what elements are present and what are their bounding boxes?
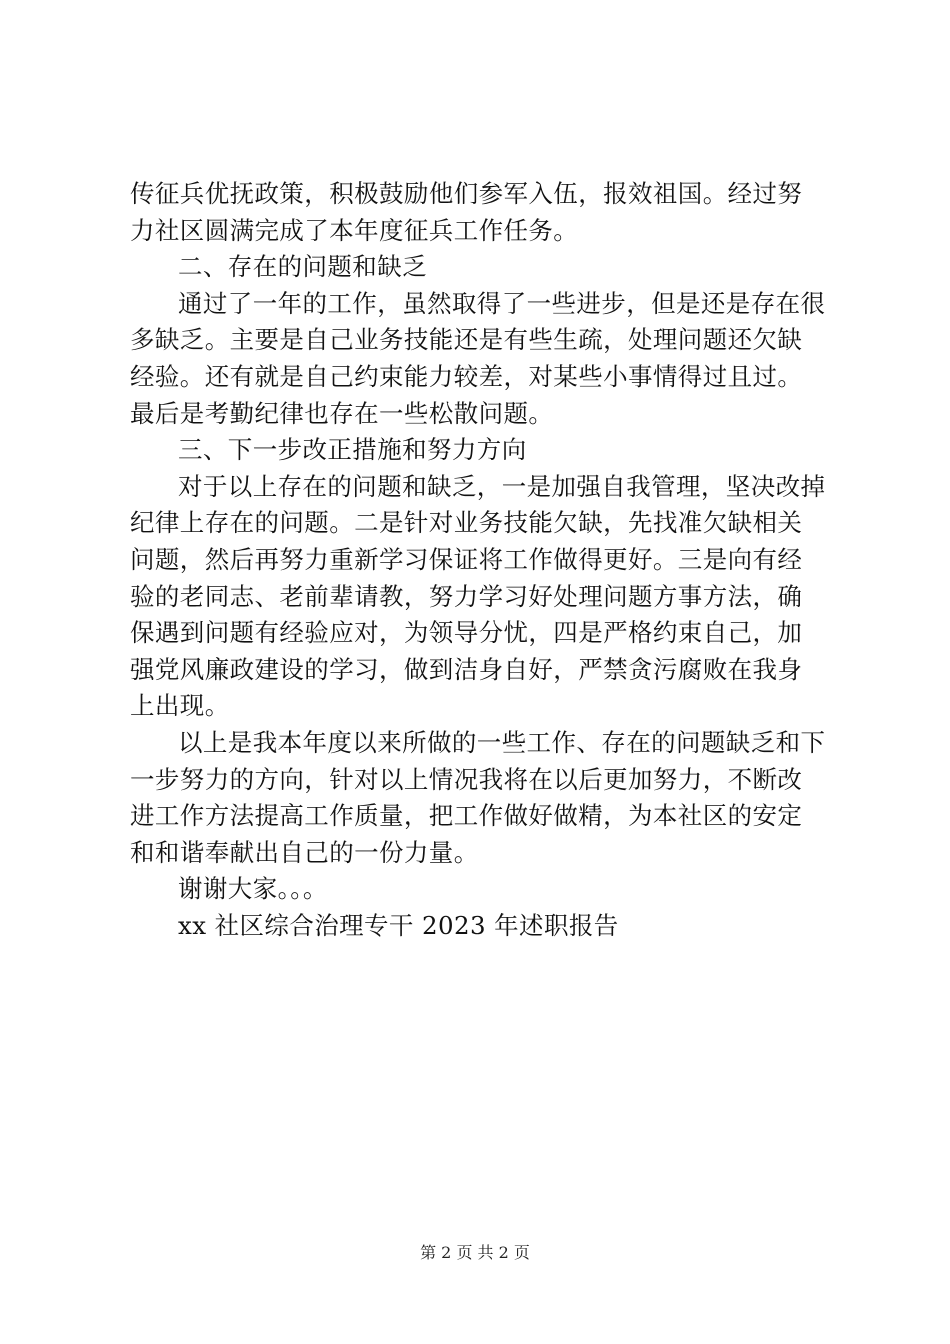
text-line: 经验。还有就是自己约束能力较差，对某些小事情得过且过。: [130, 361, 803, 391]
document-title-line: xx 社区综合治理专干 2023 年述职报告: [178, 910, 619, 940]
section-heading: 三、下一步改正措施和努力方向: [178, 435, 527, 465]
text-line: 一步努力的方向，针对以上情况我将在以后更加努力，不断改: [130, 764, 803, 794]
text-line: 强党风廉政建设的学习，做到洁身自好，严禁贪污腐败在我身: [130, 654, 803, 684]
document-body: [130, 176, 830, 944]
text-line: 力社区圆满完成了本年度征兵工作任务。: [130, 215, 579, 245]
text-line: 问题，然后再努力重新学习保证将工作做得更好。三是向有经: [130, 544, 803, 574]
section-heading: 二、存在的问题和缺乏: [178, 252, 427, 282]
text-line: 对于以上存在的问题和缺乏，一是加强自我管理，坚决改掉: [178, 471, 826, 501]
text-line: 传征兵优抚政策，积极鼓励他们参军入伍，报效祖国。经过努: [130, 179, 803, 208]
text-line: 和和谐奉献出自己的一份力量。: [130, 837, 479, 867]
text-line: 验的老同志、老前辈请教，努力学习好处理问题方事方法，确: [130, 581, 803, 611]
page-number: 第 2 页 共 2 页: [420, 1243, 530, 1262]
text-line: 纪律上存在的问题。二是针对业务技能欠缺，先找准欠缺相关: [130, 508, 803, 538]
text-line: 以上是我本年度以来所做的一些工作、存在的问题缺乏和下: [178, 727, 826, 757]
text-line: 多缺乏。主要是自己业务技能还是有些生疏，处理问题还欠缺: [130, 325, 803, 355]
text-line: 上出现。: [130, 691, 230, 721]
text-line: 进工作方法提高工作质量，把工作做好做精，为本社区的安定: [130, 801, 803, 831]
text-line: 最后是考勤纪律也存在一些松散问题。: [130, 398, 554, 428]
closing-line: 谢谢大家。。。: [178, 874, 328, 904]
text-line: 通过了一年的工作，虽然取得了一些进步，但是还是存在很: [178, 288, 826, 318]
text-line: 保遇到问题有经验应对，为领导分忧，四是严格约束自己，加: [130, 618, 803, 648]
